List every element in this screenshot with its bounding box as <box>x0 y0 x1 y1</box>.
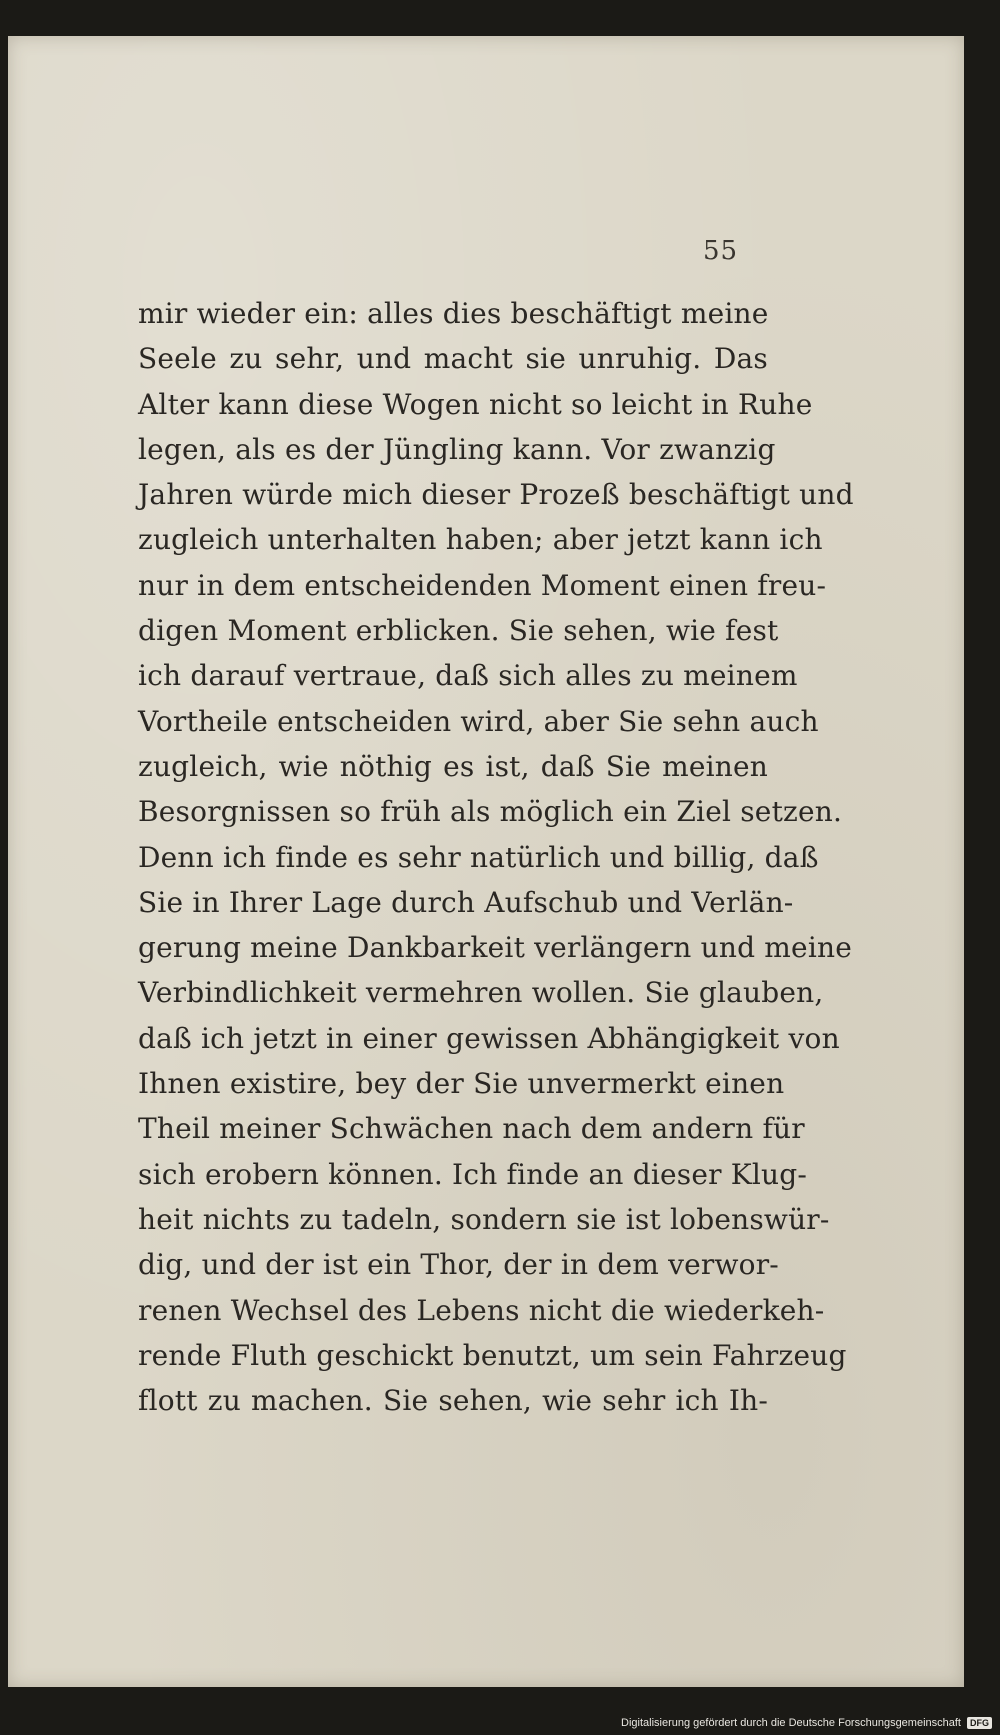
text-line: gerung meine Dankbarkeit verlängern und meine <box>138 931 852 965</box>
text-line: Besorgnissen so früh als möglich ein Ziel setzen. <box>138 795 843 829</box>
page-number: 55 <box>703 236 739 266</box>
text-line: Denn ich finde es sehr natürlich und billig, daß <box>138 840 819 874</box>
digitization-credit <box>621 1717 992 1729</box>
text-line: daß ich jetzt in einer gewissen Abhängigkeit von <box>138 1021 840 1055</box>
book-page <box>8 36 964 1687</box>
text-line: rende Fluth geschickt benutzt, um sein Fahrzeug <box>138 1338 847 1372</box>
text-line: Theil meiner Schwächen nach dem andern für <box>138 1112 805 1146</box>
text-line: sich erobern können. Ich finde an dieser Klug- <box>138 1157 808 1191</box>
text-line: ich darauf vertraue, daß sich alles zu meinem <box>138 659 798 693</box>
text-line: nur in dem entscheidenden Moment einen freu- <box>138 568 827 602</box>
text-line: Jahren würde mich dieser Prozeß beschäftigt und <box>138 478 854 512</box>
text-line: heit nichts zu tadeln, sondern sie ist lobenswür- <box>138 1202 830 1236</box>
text-line: Sie in Ihrer Lage durch Aufschub und Verlän- <box>138 885 794 919</box>
text-line: Verbindlichkeit vermehren wollen. Sie glauben, <box>138 976 824 1010</box>
text-line: zugleich, wie nöthig es ist, daß Sie meinen <box>138 749 768 783</box>
text-line: Ihnen existire, bey der Sie unvermerkt einen <box>138 1067 785 1101</box>
text-line: flott zu machen. Sie sehen, wie sehr ich Ih- <box>138 1384 768 1418</box>
text-line: digen Moment erblicken. Sie sehen, wie fest <box>138 614 779 648</box>
text-line: dig, und der ist ein Thor, der in dem verwor- <box>138 1248 779 1282</box>
credit-text: Digitalisierung gefördert durch die Deutsche Forschungsgemeinschaft <box>621 1717 961 1729</box>
text-line: Seele zu sehr, und macht sie unruhig. Das <box>138 342 768 376</box>
text-line: Vortheile entscheiden wird, aber Sie sehn auch <box>138 704 819 738</box>
text-line: Alter kann diese Wogen nicht so leicht in Ruhe <box>138 387 813 421</box>
text-line: mir wieder ein: alles dies beschäftigt meine <box>138 297 769 330</box>
text-line: zugleich unterhalten haben; aber jetzt kann ich <box>138 523 823 557</box>
text-line: legen, als es der Jüngling kann. Vor zwanzig <box>138 432 776 466</box>
text-line: renen Wechsel des Lebens nicht die wiederkeh- <box>138 1293 825 1327</box>
dfg-logo: DFG <box>967 1717 992 1729</box>
body-text <box>138 291 854 1423</box>
